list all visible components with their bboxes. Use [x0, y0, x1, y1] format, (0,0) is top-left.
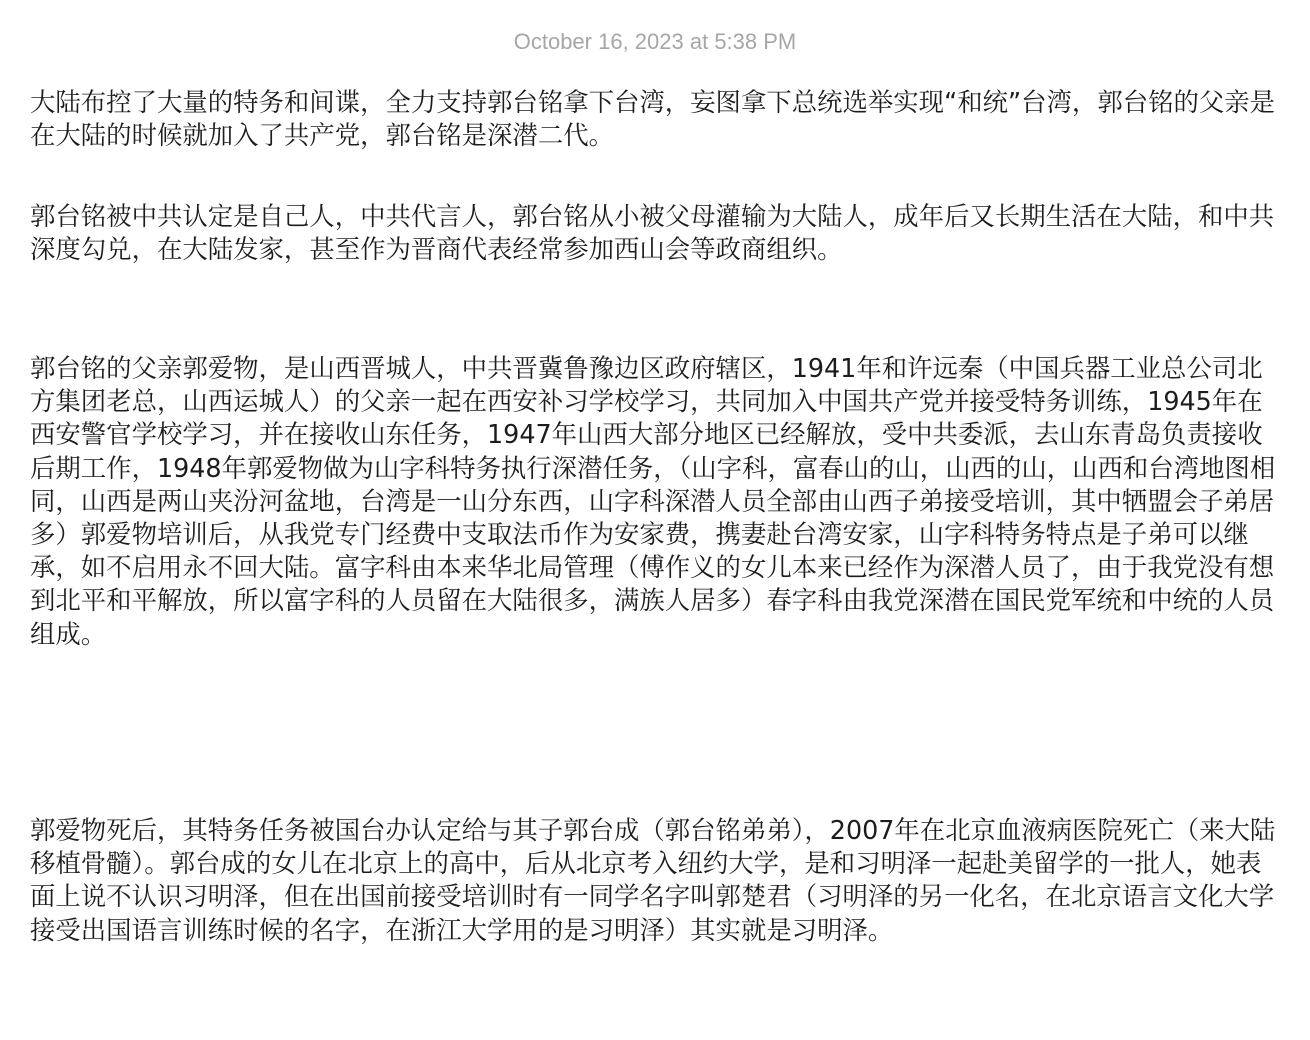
note-paragraph-2: 郭台铭被中共认定是自己人，中共代言人，郭台铭从小被父母灌输为大陆人，成年后又长期生活在大陆，和中共深度勾兑，在大陆发家，甚至作为晋商代表经常参加西山会等政商组织。	[30, 201, 1275, 265]
note-timestamp: October 16, 2023 at 5:38 PM	[513, 29, 797, 54]
note-paragraph-3: 郭台铭的父亲郭爱物，是山西晋城人，中共晋冀鲁豫边区政府辖区，1941年和许远秦（中国兵器工业总公司北方集团老总，山西运城人）的父亲一起在西安补习学校学习，共同加入中国共产党并接受特务训练，1945年在西安警官学校学习，并在接收山东任务，1947年山西大部分地区已经解放，受中共委派，去山东青岛负责接收后期工作，1948年郭爱物做为山字科特务执行深潜任务，（山字科，富春山的山，山西的山，山西和台湾地图相同，山西是两山夹汾河盆地，台湾是一山分东西，山字科深潜人员全部由山西子弟接受培训，其中牺盟会子弟居多）郭爱物培训后，从我党专门经费中支取法币作为安家费，携妻赴台湾安家，山字科特务特点是子弟可以继承，如不启用永不回大陆。富字科由本来华北局管理（傅作义的女儿本来已经作为深潜人员了，由于我党没有想到北平和平解放，所以富字科的人员留在大陆很多，满族人居多）春字科由我党深潜在国民党军统和中统的人员组成。	[30, 353, 1276, 649]
note-paragraph-4: 郭爱物死后，其特务任务被国台办认定给与其子郭台成（郭台铭弟弟），2007年在北京血液病医院死亡（来大陆移植骨髓）。郭台成的女儿在北京上的高中，后从北京考入纽约大学，是和习明泽一起赴美留学的一批人，她表面上说不认识习明泽，但在出国前接受培训时有一同学名字叫郭楚君（习明泽的另一化名，在北京语言文化大学接受出国语言训练时候的名字，在浙江大学用的是习明泽）其实就是习明泽。	[30, 815, 1276, 945]
note-paragraph-1: 大陆布控了大量的特务和间谍，全力支持郭台铭拿下台湾，妄图拿下总统选举实现“和统”台湾，郭台铭的父亲是在大陆的时候就加入了共产党，郭台铭是深潜二代。	[30, 87, 1276, 151]
